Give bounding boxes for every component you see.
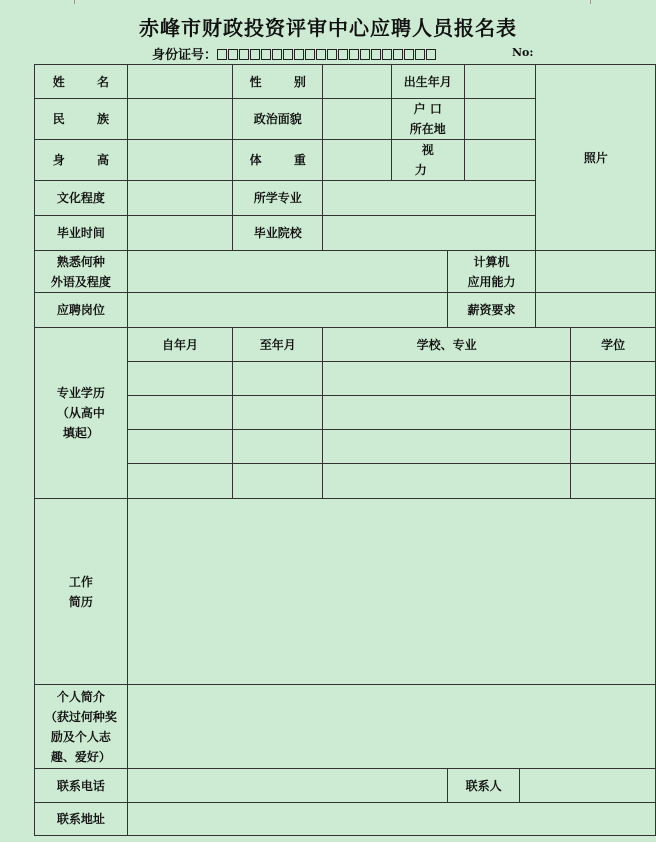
field-computer[interactable] xyxy=(536,251,656,293)
edu-cell[interactable] xyxy=(571,362,656,396)
photo-label: 照片 xyxy=(583,150,608,165)
edu-cell[interactable] xyxy=(323,362,571,396)
id-digit-box[interactable] xyxy=(382,49,392,60)
serial-number-label: No: xyxy=(512,46,534,59)
id-digit-box[interactable] xyxy=(305,49,315,60)
field-languages[interactable] xyxy=(127,251,447,293)
id-digit-box[interactable] xyxy=(415,49,425,60)
label-hukou: 户 口 所在地 xyxy=(391,99,464,140)
field-vision[interactable] xyxy=(464,140,536,181)
id-number-boxes[interactable] xyxy=(217,49,437,64)
field-graduation-time[interactable] xyxy=(127,216,233,251)
edu-col-school: 学校、专业 xyxy=(323,328,571,362)
field-ethnicity[interactable] xyxy=(127,99,233,140)
label-computer: 计算机 应用能力 xyxy=(447,251,536,293)
label-gender: 性 别 xyxy=(233,65,323,99)
label-phone: 联系电话 xyxy=(35,769,128,803)
id-digit-box[interactable] xyxy=(239,49,249,60)
edu-cell[interactable] xyxy=(571,430,656,464)
id-digit-box[interactable] xyxy=(316,49,326,60)
edu-col-from: 自年月 xyxy=(127,328,233,362)
label-contact-person: 联系人 xyxy=(447,769,520,803)
label-vision: 视 力 xyxy=(391,140,464,181)
application-form-table xyxy=(34,64,656,836)
edu-cell[interactable] xyxy=(323,396,571,430)
id-number-line xyxy=(152,44,437,64)
field-height[interactable] xyxy=(127,140,233,181)
label-work-history: 工作 简历 xyxy=(35,499,128,685)
field-personal-intro[interactable] xyxy=(127,685,655,769)
id-digit-box[interactable] xyxy=(426,49,436,60)
label-height: 身 高 xyxy=(35,140,128,181)
label-political: 政治面貌 xyxy=(233,99,323,140)
id-digit-box[interactable] xyxy=(294,49,304,60)
id-digit-box[interactable] xyxy=(272,49,282,60)
field-position[interactable] xyxy=(127,293,447,328)
form-title: 赤峰市财政投资评审中心应聘人员报名表 xyxy=(139,16,517,40)
label-personal-intro: 个人简介 （获过何种奖 励及个人志 趣、爱好） xyxy=(35,685,128,769)
label-salary: 薪资要求 xyxy=(447,293,536,328)
label-ethnicity: 民 族 xyxy=(35,99,128,140)
field-phone[interactable] xyxy=(127,769,447,803)
field-work-history[interactable] xyxy=(127,499,655,685)
page-corner-mark xyxy=(590,0,591,4)
id-number-label: 身份证号： xyxy=(152,48,218,63)
label-graduation-time: 毕业时间 xyxy=(35,216,128,251)
id-digit-box[interactable] xyxy=(217,49,227,60)
label-weight: 体 重 xyxy=(233,140,323,181)
edu-cell[interactable] xyxy=(233,464,323,499)
label-position: 应聘岗位 xyxy=(35,293,128,328)
edu-cell[interactable] xyxy=(127,464,233,499)
field-weight[interactable] xyxy=(323,140,392,181)
label-languages: 熟悉何种 外语及程度 xyxy=(35,251,128,293)
id-digit-box[interactable] xyxy=(371,49,381,60)
label-edu-history: 专业学历 （从高中 填起） xyxy=(35,328,128,499)
edu-cell[interactable] xyxy=(233,396,323,430)
label-address: 联系地址 xyxy=(35,803,128,836)
edu-cell[interactable] xyxy=(127,362,233,396)
label-name: 姓 名 xyxy=(35,65,128,99)
edu-cell[interactable] xyxy=(233,430,323,464)
field-gender[interactable] xyxy=(323,65,392,99)
field-birth[interactable] xyxy=(464,65,536,99)
edu-cell[interactable] xyxy=(571,464,656,499)
id-digit-box[interactable] xyxy=(404,49,414,60)
edu-col-to: 至年月 xyxy=(233,328,323,362)
edu-cell[interactable] xyxy=(571,396,656,430)
edu-cell[interactable] xyxy=(127,430,233,464)
edu-col-degree: 学位 xyxy=(571,328,656,362)
field-name[interactable] xyxy=(127,65,233,99)
id-digit-box[interactable] xyxy=(338,49,348,60)
edu-cell[interactable] xyxy=(323,464,571,499)
id-digit-box[interactable] xyxy=(349,49,359,60)
id-digit-box[interactable] xyxy=(228,49,238,60)
label-graduation-school: 毕业院校 xyxy=(233,216,323,251)
field-address[interactable] xyxy=(127,803,655,836)
id-digit-box[interactable] xyxy=(327,49,337,60)
label-birth: 出生年月 xyxy=(391,65,464,99)
label-major: 所学专业 xyxy=(233,181,323,216)
edu-cell[interactable] xyxy=(233,362,323,396)
edu-cell[interactable] xyxy=(323,430,571,464)
id-digit-box[interactable] xyxy=(283,49,293,60)
photo-box[interactable] xyxy=(536,65,656,251)
field-political[interactable] xyxy=(323,99,392,140)
field-graduation-school[interactable] xyxy=(323,216,536,251)
id-digit-box[interactable] xyxy=(261,49,271,60)
edu-cell[interactable] xyxy=(127,396,233,430)
field-hukou[interactable] xyxy=(464,99,536,140)
id-digit-box[interactable] xyxy=(360,49,370,60)
label-education-level: 文化程度 xyxy=(35,181,128,216)
field-contact-person[interactable] xyxy=(520,769,656,803)
page-corner-mark xyxy=(74,0,75,4)
id-digit-box[interactable] xyxy=(393,49,403,60)
id-digit-box[interactable] xyxy=(250,49,260,60)
field-salary[interactable] xyxy=(536,293,656,328)
field-education-level[interactable] xyxy=(127,181,233,216)
field-major[interactable] xyxy=(323,181,536,216)
